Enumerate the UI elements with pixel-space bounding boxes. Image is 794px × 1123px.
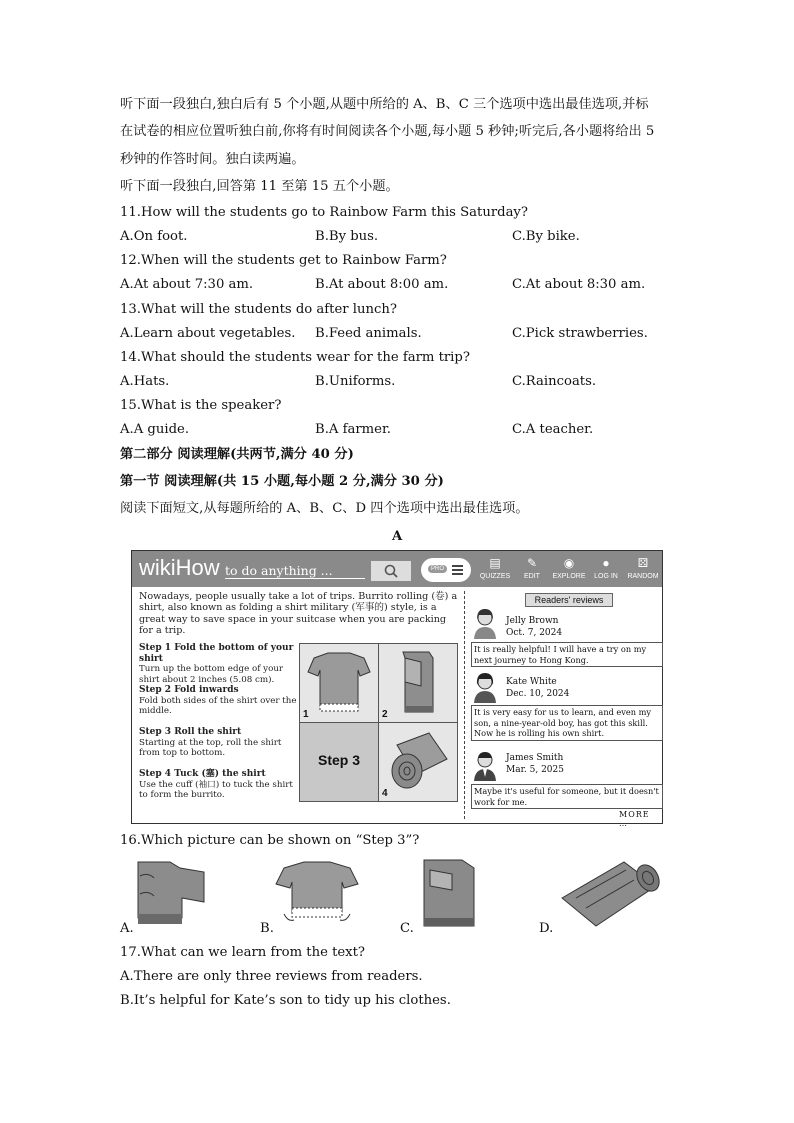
wikihow-logo: wikiHow — [139, 555, 220, 580]
intro-line: 在试卷的相应位置听独白前,你将有时间阅读各个小题,每小题 5 秒钟;听完后,各小题将给出 5 — [120, 124, 655, 139]
intro-line: 听下面一段独白,独白后有 5 个小题,从题中所给的 A、B、C 三个选项中选出最佳选项,并标 — [120, 97, 649, 112]
nav-label: QUIZZES — [479, 573, 511, 580]
article-intro: Nowadays, people usually take a lot of trips. Burrito rolling (卷) a shirt, also known as folding a shirt military (军事的) style, is a great way to save space in your suitcase when you are packing for a trip. — [139, 591, 458, 636]
pencil-icon: ✎ — [526, 556, 538, 570]
review-date: Mar. 5, 2025 — [506, 765, 564, 775]
step-4 — [139, 769, 299, 801]
question-stem: 12.When will the students get to Rainbow Farm? — [120, 253, 447, 268]
question-stem: 14.What should the students wear for the farm trip? — [120, 350, 470, 365]
quizzes-icon: ▤ — [489, 556, 501, 570]
nav-label: LOG IN — [594, 573, 618, 580]
nav-login[interactable] — [588, 553, 624, 587]
question-stem: 16.Which picture can be shown on “Step 3”? — [120, 833, 420, 848]
reviewer-name: Jelly Brown — [506, 616, 559, 626]
reviews-title: Readers' reviews — [525, 593, 613, 607]
search-field[interactable]: to do anything ... — [225, 563, 365, 579]
step-4-image — [378, 722, 458, 802]
intro-line: 听下面一段独白,回答第 11 至第 15 五个小题。 — [120, 179, 399, 194]
shirt-folded-icon — [379, 644, 457, 722]
part-heading: 第二部分 阅读理解(共两节,满分 40 分) — [120, 447, 354, 462]
wikihow-figure — [131, 550, 663, 828]
review-text: It is very easy for us to learn, and even my son, a nine-year-old boy, has got this skill. Now he is rolling his own shirt. — [471, 705, 663, 741]
question-stem: 17.What can we learn from the text? — [120, 945, 365, 960]
option-c[interactable]: C.Raincoats. — [512, 374, 597, 389]
option-c[interactable]: C.A teacher. — [512, 422, 594, 437]
option-c[interactable]: C.At about 8:30 am. — [512, 277, 646, 292]
nav-quizzes[interactable] — [477, 553, 513, 587]
dice-icon: ⚄ — [637, 556, 649, 570]
step-2-image — [378, 643, 458, 723]
more-link[interactable]: MORE … — [619, 810, 650, 828]
grid-label: 2 — [382, 709, 388, 720]
option-d[interactable]: D. — [539, 921, 554, 936]
option-a[interactable]: A.At about 7:30 am. — [120, 277, 254, 292]
step-body: Starting at the top, roll the shirt from top to bottom. — [139, 737, 282, 759]
option-b[interactable]: B.A farmer. — [315, 422, 392, 437]
column-divider — [464, 591, 465, 819]
shirt-icon — [300, 644, 378, 722]
option-a[interactable]: A.There are only three reviews from readers. — [120, 969, 423, 984]
step-3-image — [299, 722, 379, 802]
option-c-image[interactable] — [418, 856, 480, 932]
option-a[interactable]: A.Hats. — [120, 374, 170, 389]
section-heading: 第一节 阅读理解(共 15 小题,每小题 2 分,满分 30 分) — [120, 474, 444, 489]
option-b[interactable]: B.By bus. — [315, 229, 379, 244]
grid-label: 1 — [303, 709, 309, 720]
search-icon — [371, 561, 411, 581]
reading-instruction: 阅读下面短文,从每题所给的 A、B、C、D 四个选项中选出最佳选项。 — [120, 501, 529, 516]
grid-label: 4 — [382, 788, 388, 799]
reviewer-name: Kate White — [506, 677, 557, 687]
review-text: It is really helpful! I will have a try on my next journey to Hong Kong. — [471, 642, 663, 667]
menu-icon — [421, 558, 471, 582]
option-b[interactable]: B.Uniforms. — [315, 374, 396, 389]
option-b[interactable]: B.Feed animals. — [315, 326, 422, 341]
question-stem: 13.What will the students do after lunch? — [120, 302, 397, 317]
wikihow-header — [132, 551, 662, 587]
question-stem: 11.How will the students go to Rainbow Farm this Saturday? — [120, 205, 528, 220]
pro-label: PRO — [428, 565, 447, 573]
review-date: Dec. 10, 2024 — [506, 689, 570, 699]
option-a[interactable]: A.A guide. — [120, 422, 190, 437]
option-c[interactable]: C.Pick strawberries. — [512, 326, 648, 341]
option-b[interactable]: B.At about 8:00 am. — [315, 277, 449, 292]
rolled-shirt-icon — [379, 723, 457, 801]
avatar — [472, 671, 498, 703]
nav-explore[interactable] — [551, 553, 587, 587]
reviewer-name: James Smith — [506, 753, 564, 763]
pro-toggle[interactable] — [421, 558, 471, 582]
review-text: Maybe it's useful for someone, but it doesn't work for me. — [471, 784, 663, 809]
step-2 — [139, 685, 299, 717]
step-title: Step 3 Roll the shirt — [139, 727, 242, 737]
step-body: Turn up the bottom edge of your shirt about 2 inches (5.08 cm). — [139, 664, 284, 685]
question-stem: 15.What is the speaker? — [120, 398, 282, 413]
nav-label: RANDOM — [627, 573, 659, 580]
option-b[interactable]: B.It’s helpful for Kate’s son to tidy up his clothes. — [120, 993, 451, 1008]
option-a[interactable]: A.Learn about vegetables. — [120, 326, 296, 341]
option-c[interactable]: C.By bike. — [512, 229, 580, 244]
step-3 — [139, 727, 299, 759]
intro-line: 秒钟的作答时间。独白读两遍。 — [120, 152, 305, 167]
search-button[interactable] — [371, 561, 411, 581]
nav-label: EXPLORE — [552, 573, 586, 580]
nav-label: EDIT — [524, 573, 540, 580]
option-d-image[interactable] — [556, 852, 662, 932]
nav-random[interactable] — [625, 553, 661, 587]
step-body: Use the cuff (袖口) to tuck the shirt to form the burrito. — [139, 779, 293, 801]
option-a[interactable]: A. — [120, 921, 134, 936]
avatar — [472, 607, 498, 639]
step-title: Step 2 Fold inwards — [139, 685, 239, 695]
option-c[interactable]: C. — [400, 921, 414, 936]
option-b[interactable]: B. — [260, 921, 274, 936]
step-title: Step 4 Tuck (塞) the shirt — [139, 769, 266, 779]
user-icon: ● — [602, 556, 610, 570]
passage-label: A — [392, 529, 403, 544]
step-1-image — [299, 643, 379, 723]
option-a[interactable]: A.On foot. — [120, 229, 188, 244]
step-1 — [139, 643, 299, 685]
option-b-image[interactable] — [274, 858, 360, 930]
step-body: Fold both sides of the shirt over the middle. — [139, 695, 297, 717]
avatar — [472, 749, 498, 781]
review-date: Oct. 7, 2024 — [506, 628, 563, 638]
step-title: Step 1 Fold the bottom of your shirt — [139, 643, 294, 664]
nav-edit[interactable] — [514, 553, 550, 587]
step-3-label: Step 3 — [317, 752, 360, 768]
compass-icon: ◉ — [563, 556, 575, 570]
option-a-image[interactable] — [132, 858, 210, 930]
